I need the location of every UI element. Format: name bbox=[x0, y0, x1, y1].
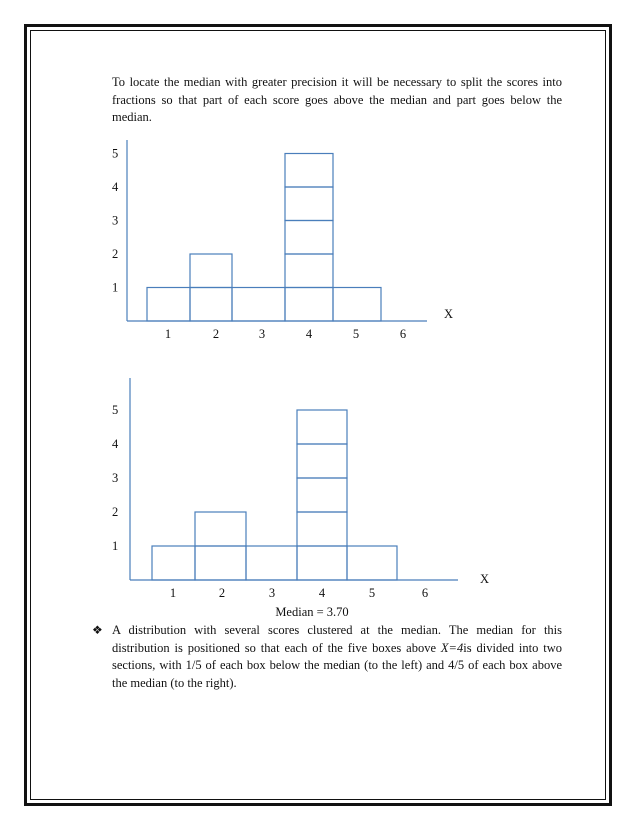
x-tick-label: 5 bbox=[352, 327, 360, 341]
score-box bbox=[297, 478, 347, 512]
score-box bbox=[195, 512, 246, 546]
score-box bbox=[333, 288, 381, 322]
y-tick-label: 2 bbox=[112, 505, 119, 519]
score-box bbox=[195, 546, 246, 580]
score-box bbox=[152, 546, 195, 580]
x-tick-label: 3 bbox=[268, 586, 276, 600]
score-box bbox=[297, 512, 347, 546]
bullet-text-before: A distribution with several scores clustered at the median. The median for this distribution is positioned so that each of the five boxes above bbox=[112, 623, 562, 655]
score-box bbox=[190, 288, 232, 322]
x-tick-label: 2 bbox=[212, 327, 220, 341]
y-tick-label: 2 bbox=[112, 247, 119, 261]
score-box bbox=[232, 288, 285, 322]
score-box bbox=[285, 187, 333, 221]
bullet-text-after: is divided into two sections, with 1/5 of each box below the median (to the left) and 4/5 of each box above the median (to the right). bbox=[112, 640, 562, 690]
y-tick-label: 5 bbox=[112, 146, 119, 161]
median-label: Median = 3.70 bbox=[275, 605, 349, 619]
y-tick-label: 4 bbox=[112, 180, 119, 194]
x-tick-label: 1 bbox=[164, 327, 172, 341]
bullet-text-italic: X=4 bbox=[440, 640, 464, 655]
x-tick-label: 6 bbox=[399, 327, 407, 341]
y-tick-label: 3 bbox=[112, 213, 119, 228]
score-box bbox=[285, 254, 333, 288]
score-box bbox=[285, 221, 333, 255]
x-tick-label: 3 bbox=[258, 327, 266, 341]
score-box bbox=[297, 546, 347, 580]
x-tick-label: 1 bbox=[169, 586, 177, 600]
y-tick-label: 4 bbox=[112, 437, 119, 451]
score-box bbox=[246, 546, 297, 580]
score-box bbox=[147, 288, 190, 322]
score-box bbox=[297, 444, 347, 478]
y-tick-label: 1 bbox=[112, 539, 119, 553]
x-tick-label: 6 bbox=[421, 586, 429, 600]
x-tick-label: 4 bbox=[318, 586, 326, 600]
score-box bbox=[285, 154, 333, 188]
intro-paragraph: To locate the median with greater precision it will be necessary to split the scores into fractions so that part of each score goes above the median and part goes below the median. bbox=[112, 75, 562, 124]
y-tick-label: 3 bbox=[112, 471, 119, 485]
y-tick-label: 1 bbox=[112, 280, 119, 295]
bullet-text bbox=[112, 622, 562, 692]
score-box bbox=[347, 546, 397, 580]
histogram-top bbox=[112, 140, 453, 341]
score-box bbox=[285, 288, 333, 322]
y-tick-label: 5 bbox=[112, 403, 119, 417]
score-box bbox=[297, 410, 347, 444]
histogram-median bbox=[112, 378, 489, 600]
diamond-bullet-icon: ❖ bbox=[92, 623, 103, 637]
x-axis-label: X bbox=[480, 572, 490, 586]
score-box bbox=[190, 254, 232, 288]
x-tick-label: 5 bbox=[368, 586, 376, 600]
x-tick-label: 4 bbox=[305, 327, 313, 341]
x-axis-label: X bbox=[444, 307, 454, 321]
x-tick-label: 2 bbox=[218, 586, 226, 600]
